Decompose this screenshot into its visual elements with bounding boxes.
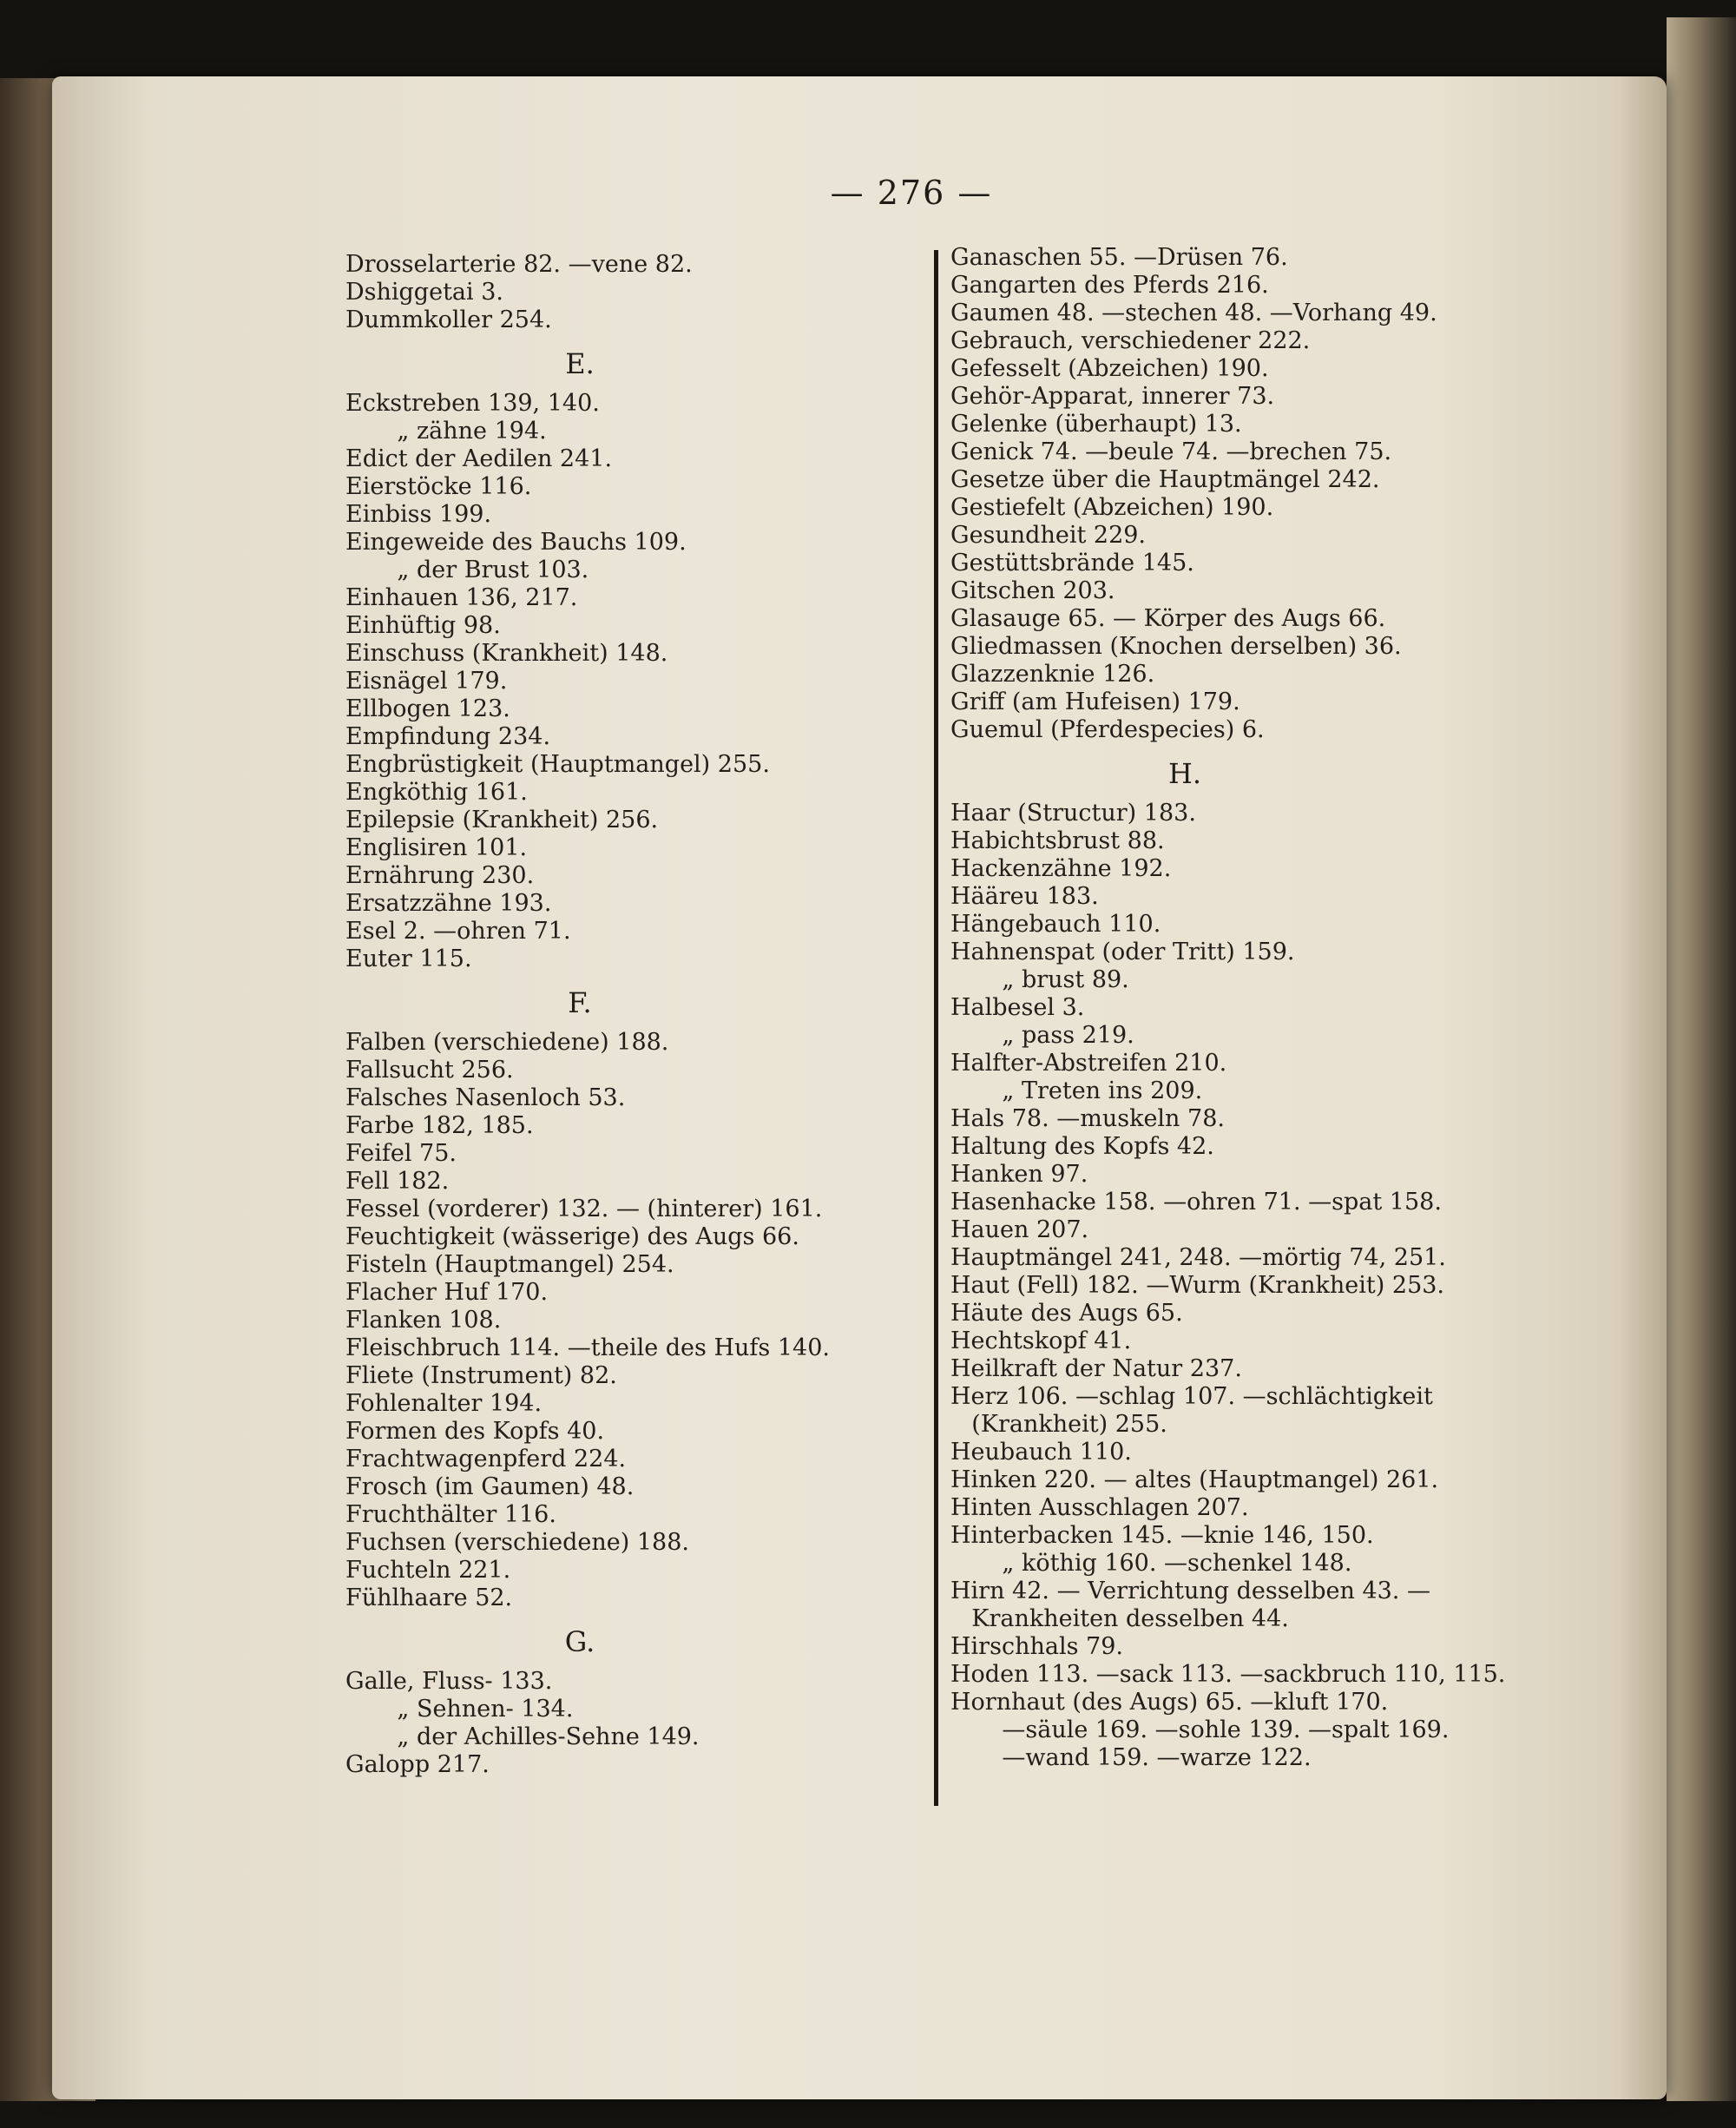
index-entry: Euter 115. [345,945,472,972]
index-entry: Dummkoller 254. [345,306,552,333]
index-entry: Engköthig 161. [345,779,528,806]
index-entry: „ pass 219. [1002,1022,1134,1049]
index-entry: Feuchtigkeit (wässerige) des Augs 66. [345,1223,799,1250]
index-entry: Eisnägel 179. [345,668,508,695]
index-entry: Esel 2. —ohren 71. [345,918,571,945]
index-entry: Einbiss 199. [345,501,492,528]
index-entry: Gangarten des Pferds 216. [950,272,1269,299]
index-entry: Englisiren 101. [345,834,528,861]
index-entry: —säule 169. —sohle 139. —spalt 169. [1002,1716,1450,1743]
index-entry: Hirschhals 79. [950,1633,1123,1660]
index-entry: Ersatzzähne 193. [345,890,552,917]
index-entry: Fleischbruch 114. —theile des Hufs 140. [345,1334,830,1361]
index-entry: Guemul (Pferdespecies) 6. [950,716,1265,743]
index-entry: „ zähne 194. [397,418,547,445]
index-entry: Empfindung 234. [345,723,551,750]
index-entry: Krankheiten desselben 44. [971,1605,1289,1632]
index-entry: Einhüftig 98. [345,612,501,639]
index-entry: Gliedmassen (Knochen derselben) 36. [950,633,1402,660]
index-entry: Haar (Structur) 183. [950,800,1196,827]
index-entry: Gebrauch, verschiedener 222. [950,327,1311,354]
index-entry: Dshiggetai 3. [345,279,503,306]
index-column-left [345,251,918,1779]
index-entry: Edict der Aedilen 241. [345,445,613,472]
index-entry: Halbesel 3. [950,994,1085,1021]
index-entry: „ köthig 160. —schenkel 148. [1002,1550,1352,1577]
index-entry: Heubauch 110. [950,1439,1132,1466]
index-entry: Habichtsbrust 88. [950,827,1165,854]
index-entry: Hackenzähne 192. [950,855,1172,882]
index-entry: Hechtskopf 41. [950,1328,1132,1354]
index-entry: Epilepsie (Krankheit) 256. [345,807,659,833]
index-entry: Hääreu 183. [950,883,1099,910]
index-entry: Gelenke (überhaupt) 13. [950,411,1242,438]
index-entry: Gestiefelt (Abzeichen) 190. [950,494,1274,521]
column-divider [934,250,938,1806]
index-entry: Ellbogen 123. [345,695,510,722]
index-entry: Haut (Fell) 182. —Wurm (Krankheit) 253. [950,1272,1445,1299]
index-entry: Halfter-Abstreifen 210. [950,1050,1227,1077]
index-entry: (Krankheit) 255. [971,1411,1167,1438]
index-entry: Engbrüstigkeit (Hauptmangel) 255. [345,751,770,778]
index-entry: Frosch (im Gaumen) 48. [345,1473,635,1500]
index-entry: Gestüttsbrände 145. [950,550,1194,576]
index-entry: Falsches Nasenloch 53. [345,1084,626,1111]
index-entry: Eingeweide des Bauchs 109. [345,529,687,556]
index-entry: Eierstöcke 116. [345,473,532,500]
index-entry: Hinken 220. — altes (Hauptmangel) 261. [950,1466,1439,1493]
index-entry: Gitschen 203. [950,577,1115,604]
index-entry: Genick 74. —beule 74. —brechen 75. [950,438,1392,465]
index-entry: Heilkraft der Natur 237. [950,1355,1242,1382]
index-entry: Hals 78. —muskeln 78. [950,1105,1225,1132]
section-letter-heading: G. [564,1625,595,1658]
index-entry: Glasauge 65. — Körper des Augs 66. [950,605,1386,632]
index-column-right [950,244,1523,1772]
index-entry: Fuchteln 221. [345,1557,511,1584]
index-entry: Fessel (vorderer) 132. — (hinterer) 161. [345,1196,823,1222]
index-entry: Flacher Huf 170. [345,1279,549,1306]
index-entry: Gesetze über die Hauptmängel 242. [950,466,1380,493]
index-entry: Farbe 182, 185. [345,1112,534,1139]
page-number: — 276 — [830,174,993,212]
index-entry: Ernährung 230. [345,862,535,889]
index-entry: Fell 182. [345,1168,450,1195]
index-entry: Hinten Ausschlagen 207. [950,1494,1249,1521]
index-entry: „ Treten ins 209. [1002,1077,1203,1104]
index-entry: Gaumen 48. —stechen 48. —Vorhang 49. [950,300,1437,326]
index-entry: Fliete (Instrument) 82. [345,1362,617,1389]
index-entry: Herz 106. —schlag 107. —schlächtigkeit [950,1383,1433,1410]
index-entry: Fallsucht 256. [345,1057,514,1084]
index-entry: Hauptmängel 241, 248. —mörtig 74, 251. [950,1244,1446,1271]
index-entry: Drosselarterie 82. —vene 82. [345,251,693,278]
index-entry: Galopp 217. [345,1751,490,1778]
index-entry: Hängebauch 110. [950,911,1161,938]
index-entry: Flanken 108. [345,1307,502,1334]
section-letter-heading: H. [1167,757,1202,790]
index-entry: Haltung des Kopfs 42. [950,1133,1214,1160]
index-entry: Hahnenspat (oder Tritt) 159. [950,939,1295,965]
section-letter-heading: E. [565,347,595,380]
index-entry: Ganaschen 55. —Drüsen 76. [950,244,1288,271]
index-entry: Fuchsen (verschiedene) 188. [345,1529,689,1556]
facing-page-edge [1667,17,1736,2101]
index-entry: Hoden 113. —sack 113. —sackbruch 110, 115. [950,1661,1506,1688]
index-entry: Hornhaut (des Augs) 65. —kluft 170. [950,1689,1389,1716]
index-entry: —wand 159. —warze 122. [1002,1744,1312,1771]
index-entry: Gehör-Apparat, innerer 73. [950,383,1275,410]
index-entry: „ der Achilles-Sehne 149. [397,1723,700,1750]
index-entry: Griff (am Hufeisen) 179. [950,688,1240,715]
section-letter-heading: F. [568,986,592,1019]
index-entry: Einschuss (Krankheit) 148. [345,640,668,667]
index-entry: Hanken 97. [950,1161,1088,1188]
index-entry: Falben (verschiedene) 188. [345,1029,669,1056]
index-entry: „ brust 89. [1002,966,1129,993]
index-entry: Gefesselt (Abzeichen) 190. [950,355,1269,382]
index-entry: Galle, Fluss- 133. [345,1668,553,1695]
index-entry: Fühlhaare 52. [345,1584,513,1611]
index-entry: Fruchthälter 116. [345,1501,556,1528]
index-entry: Gesundheit 229. [950,522,1147,549]
index-entry: Häute des Augs 65. [950,1300,1183,1327]
index-entry: Eckstreben 139, 140. [345,390,600,417]
index-entry: „ der Brust 103. [397,557,589,583]
index-entry: Hinterbacken 145. —knie 146, 150. [950,1522,1374,1549]
index-entry: Fohlenalter 194. [345,1390,542,1417]
index-entry: Einhauen 136, 217. [345,584,578,611]
index-entry: Glazzenknie 126. [950,661,1155,688]
index-entry: Hirn 42. — Verrichtung desselben 43. — [950,1578,1430,1604]
index-entry: Hauen 207. [950,1216,1089,1243]
index-entry: Frachtwagenpferd 224. [345,1446,627,1472]
index-entry: Fisteln (Hauptmangel) 254. [345,1251,674,1278]
index-entry: Feifel 75. [345,1140,457,1167]
index-entry: Formen des Kopfs 40. [345,1418,605,1445]
index-entry: Hasenhacke 158. —ohren 71. —spat 158. [950,1189,1442,1216]
index-entry: „ Sehnen- 134. [397,1696,574,1723]
